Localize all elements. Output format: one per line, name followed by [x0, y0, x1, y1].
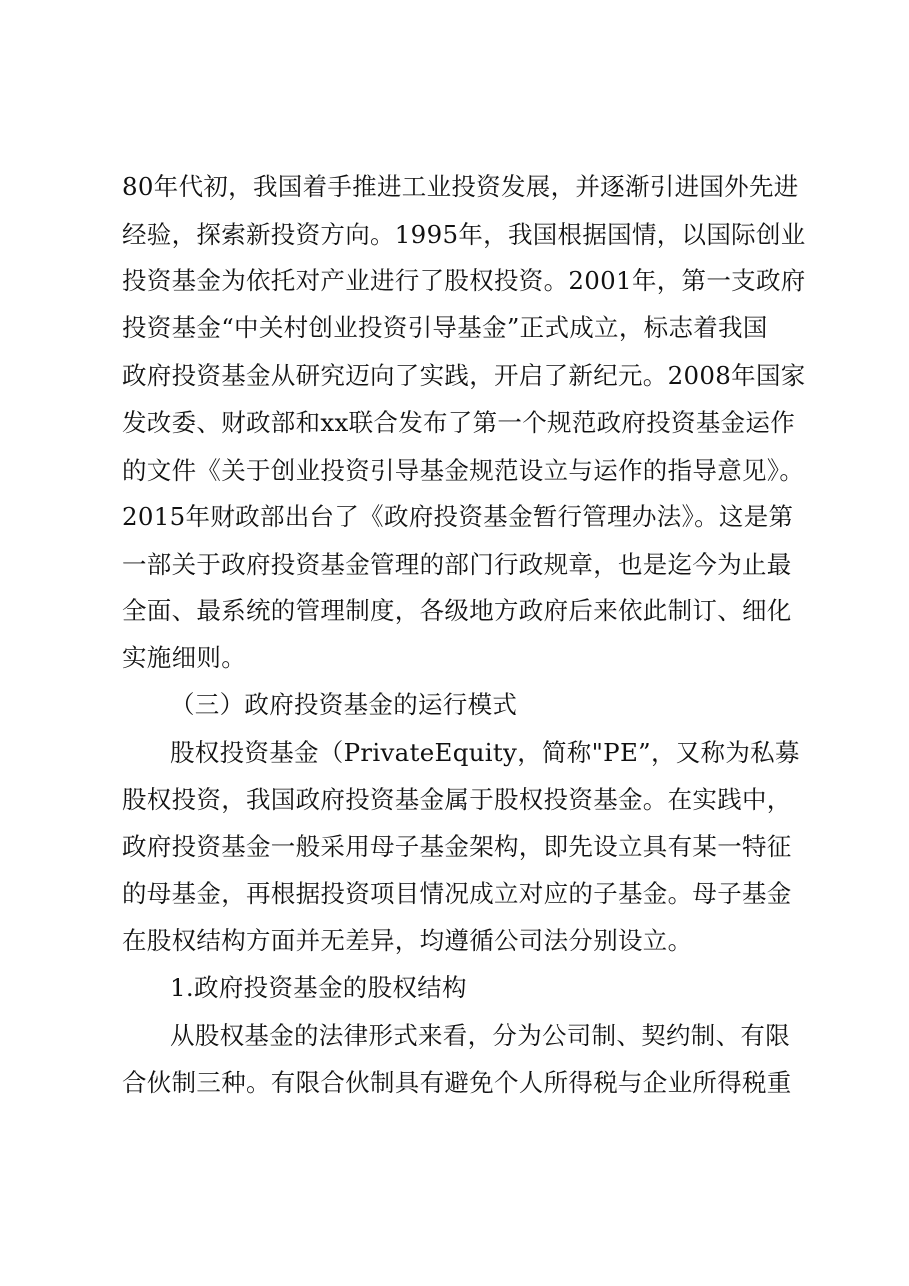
text-line: 一部关于政府投资基金管理的部门行政规章，也是迄今为止最 [122, 550, 792, 579]
text-line: 从股权基金的法律形式来看，分为公司制、契约制、有限 [170, 1021, 790, 1050]
text-line: 政府投资基金一般采用母子基金架构，即先设立具有某一特征 [122, 832, 792, 861]
text-line: 经验，探索新投资方向。1995年，我国根据国情，以国际创业 [122, 220, 806, 249]
text-line: 股权投资，我国政府投资基金属于股权投资基金。在实践中， [122, 785, 792, 814]
text-line: 投资基金为依托对产业进行了股权投资。2001年，第一支政府 [122, 266, 806, 295]
text-line: 实施细则。 [122, 643, 246, 672]
text-line: 2015年财政部出台了《政府投资基金暂行管理办法》。这是第 [122, 502, 794, 531]
text-line: 的文件《关于创业投资引导基金规范设立与运作的指导意见》。 [122, 456, 805, 485]
text-line: 的母基金，再根据投资项目情况成立对应的子基金。母子基金 [122, 879, 792, 908]
text-line: 政府投资基金从研究迈向了实践，开启了新纪元。2008年国家 [122, 361, 806, 390]
text-line: 投资基金“中关村创业投资引导基金”正式成立，标志着我国 [122, 313, 768, 342]
text-line: 全面、最系统的管理制度，各级地方政府后来依此制订、细化 [122, 596, 792, 625]
subsection-heading: 1.政府投资基金的股权结构 [170, 973, 467, 1002]
text-line: 发改委、财政部和xx联合发布了第一个规范政府投资基金运作 [122, 408, 796, 437]
text-line: 在股权结构方面并无差异，均遵循公司法分别设立。 [122, 926, 693, 955]
text-line: 合伙制三种。有限合伙制具有避免个人所得税与企业所得税重 [122, 1068, 792, 1097]
text-line: 80年代初，我国着手推进工业投资发展，并逐渐引进国外先进 [122, 172, 799, 201]
text-line: 股权投资基金（PrivateEquity，简称"PE”，又称为私募 [170, 738, 800, 767]
section-heading: （三）政府投资基金的运行模式 [170, 690, 518, 719]
